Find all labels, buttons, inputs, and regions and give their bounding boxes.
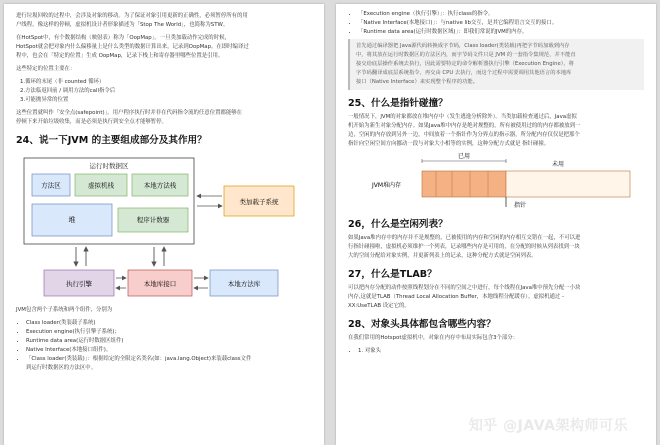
pointer-bump-diagram <box>336 149 656 211</box>
heading-25: 25、什么是指针碰撞？ <box>348 98 448 109</box>
method-area-label: 方法区 <box>41 181 61 190</box>
list-item: 2.方法临返回前 / 调用方法的call指令后 <box>20 88 116 94</box>
unused-label: 未用 <box>551 161 565 168</box>
list-item <box>26 355 312 373</box>
bump-line-1: 一般情况下，JVM的对象都放在堆内存中（发生逃逸分析除外）。当类加载检查通过后，Java虚拟 <box>348 114 577 120</box>
watermark: 知乎 @JAVA架构师可乐 <box>468 418 628 434</box>
bump-line-4: 指针向空闲空间方向挪动一段与对象大小相等的实例，这种分配方式就是 指针碰撞。 <box>348 141 550 147</box>
list-item: • Class loader(类装载子系统) <box>26 319 312 328</box>
list-item: 1.循环的末尾（非 counted 循环） <box>20 79 105 85</box>
heap-memory-label: JVM堆内存 <box>372 182 402 189</box>
safepoint-list <box>4 78 324 105</box>
pointer-label: 指针 <box>514 202 527 209</box>
heading-24: 24、说一下JVM 的主要组成部分及其作用？ <box>16 135 207 146</box>
runtime-area-label: 运行时数据区 <box>89 162 129 170</box>
flow-quote <box>348 39 644 90</box>
freelist-line-1: 如果Java堆内存中的内存并不是规整的，已被使用的内存和空闲的内存相互交错在一起，不可以进 <box>348 235 581 241</box>
oopmap-line-3: 程中，也会在「特定的位置」生成 OopMap，记录下栈上和寄存器里哪些位置是引用。 <box>16 53 224 59</box>
intro-line-1: 进行垃圾回收的过程中，会涉及对象的移动。为了保证对象引用更新的正确性，必须暂停所有的用 <box>16 13 248 19</box>
intro-line-2: 户线程，像这样的停顿，虚拟机设计者形象描述为「Stop The World」，也简称为STW。 <box>16 22 229 28</box>
oopmap-line-2: HotSpot就会把对象内什么偏移量上是什么类型的数据计算出来，记录到OopMap。在即时编译过 <box>16 44 249 50</box>
heading-27: 27，什么是TLAB？ <box>348 269 437 280</box>
list-item: 3.可能抛异常的位置 <box>20 97 69 103</box>
vm-stack-label: 虚拟机栈 <box>88 181 114 190</box>
positions-intro: 这些特定的位置主要在： <box>16 66 76 72</box>
free-memory-bar <box>506 171 630 197</box>
freelist-line-2: 行指针碰撞啦，虚拟机必须维护一个列表，记录哪些内存是可用的，在分配的时候从列表找到一块 <box>348 244 580 250</box>
list-item: • 1. 对象头 <box>358 347 644 356</box>
components-intro: JVM包含两个子系统和两个组件，分别为 <box>16 307 113 313</box>
left-page <box>4 4 324 445</box>
bump-line-2: 机开始为新生对象分配内存。如果Java堆中内存是绝对规整的，所有被使用过的的内存都被放到一 <box>348 123 581 129</box>
list-item: • Runtime data area(运行时数据区组件) <box>26 337 312 346</box>
native-stack-label: 本地方法栈 <box>143 181 177 190</box>
list-item: • Native Interface(本地接口组件)。 <box>26 346 312 355</box>
classloader-desc-line-1: 「Class loader(类装载)」：根据给定的全限定名类名(如：java.lang.Object)来装载class文件 <box>26 356 252 362</box>
component-desc-list <box>336 10 656 37</box>
quote-line: 接口（Native Interface）来实现整个程序的功能。 <box>356 79 479 85</box>
heading-26: 26，什么是空闲列表？ <box>348 219 448 230</box>
heading-28: 28、对象头具体都包含哪些内容？ <box>348 319 496 330</box>
quote-line: 中，将其放在运行时数据区的方法区内，而字节码文件只是 JVM 的一套指令集规范，并不能直 <box>356 52 576 58</box>
right-page <box>336 4 656 445</box>
classloader-desc-line-2: 到运行时数据区的方法区中。 <box>26 365 97 371</box>
native-lib-label: 本地方法库 <box>227 280 261 288</box>
safepoint-line-2: 停顿下来开始垃圾收集，而是必须是执行到安全点才能够暂停。 <box>16 119 167 125</box>
jvm-structure-diagram <box>4 150 324 302</box>
heap-label: 堆 <box>68 216 76 224</box>
pc-label: 程序计数器 <box>136 216 170 224</box>
tlab-line-1: 可以把内存分配的动作按照线程划分在不同的空间之中进行，每个线程在Java堆中预先分配一小块 <box>348 285 581 291</box>
object-layout-list <box>336 347 656 356</box>
list-item: • 「Native Interface(本地接口)」：与native lib交互，是其它编程语言交互的接口。 <box>358 19 644 28</box>
native-interface-label: 本地库接口 <box>143 280 177 288</box>
safepoint-line-1: 这些位置就叫作「安全点(safepoint)」。用户程序执行时并非在代码指令流的任意位置都能够在 <box>16 110 243 116</box>
used-label: 已用 <box>457 153 471 160</box>
used-memory-bar <box>422 171 506 197</box>
list-item: • Execution engine(执行引擎子系统)； <box>26 328 312 337</box>
oopmap-line-1: 在HotSpot中，有个数据结构（映射表）称为「OopMap」。一旦类加载动作完成的时候， <box>16 35 230 41</box>
engine-label: 执行引擎 <box>66 280 92 288</box>
tlab-line-3: XX:UseTLAB 设定它的。 <box>348 303 410 309</box>
classloader-label: 类加载子系统 <box>239 198 279 206</box>
freelist-line-3: 大的空间分配给对象实例，并更新列表上的记录，这种分配方式就是空闲列表。 <box>348 253 537 259</box>
tlab-line-2: 内存,这就是TLAB（Thread Local Allocation Buffer，本地线程分配缓存）。虚拟机通过 - <box>348 294 564 300</box>
bump-line-3: 边，空闲的内存放到另外一边，中间放着一个指针作为分界点的指示器，所分配内存仅仅是把那个 <box>348 132 580 138</box>
quote-line: 字节码翻译成底层系统指令，再交由 CPU 去执行，而这个过程中需要调用其他语言的本地库 <box>356 70 572 76</box>
components-list <box>4 319 324 373</box>
quote-line: 首先通过编译器把 Java源代码转换成字节码，Class loader(类装载)再把字节码加载到内存 <box>356 43 570 49</box>
quote-line: 接交给底层操作系统去执行，因此需要特定的命令解析器执行引擎（Execution Engine），将 <box>356 61 574 67</box>
list-item: • 「Execution engine（执行引擎）」：执行class的指令。 <box>358 10 644 19</box>
object-layout-intro: 在我们常用的Hotspot虚拟机中，对象在内存中布局实际包含3个部分： <box>348 335 519 341</box>
list-item: • 「Runtime data area(运行时数据区域)」：即我们常说的JVM的内存。 <box>358 28 644 37</box>
